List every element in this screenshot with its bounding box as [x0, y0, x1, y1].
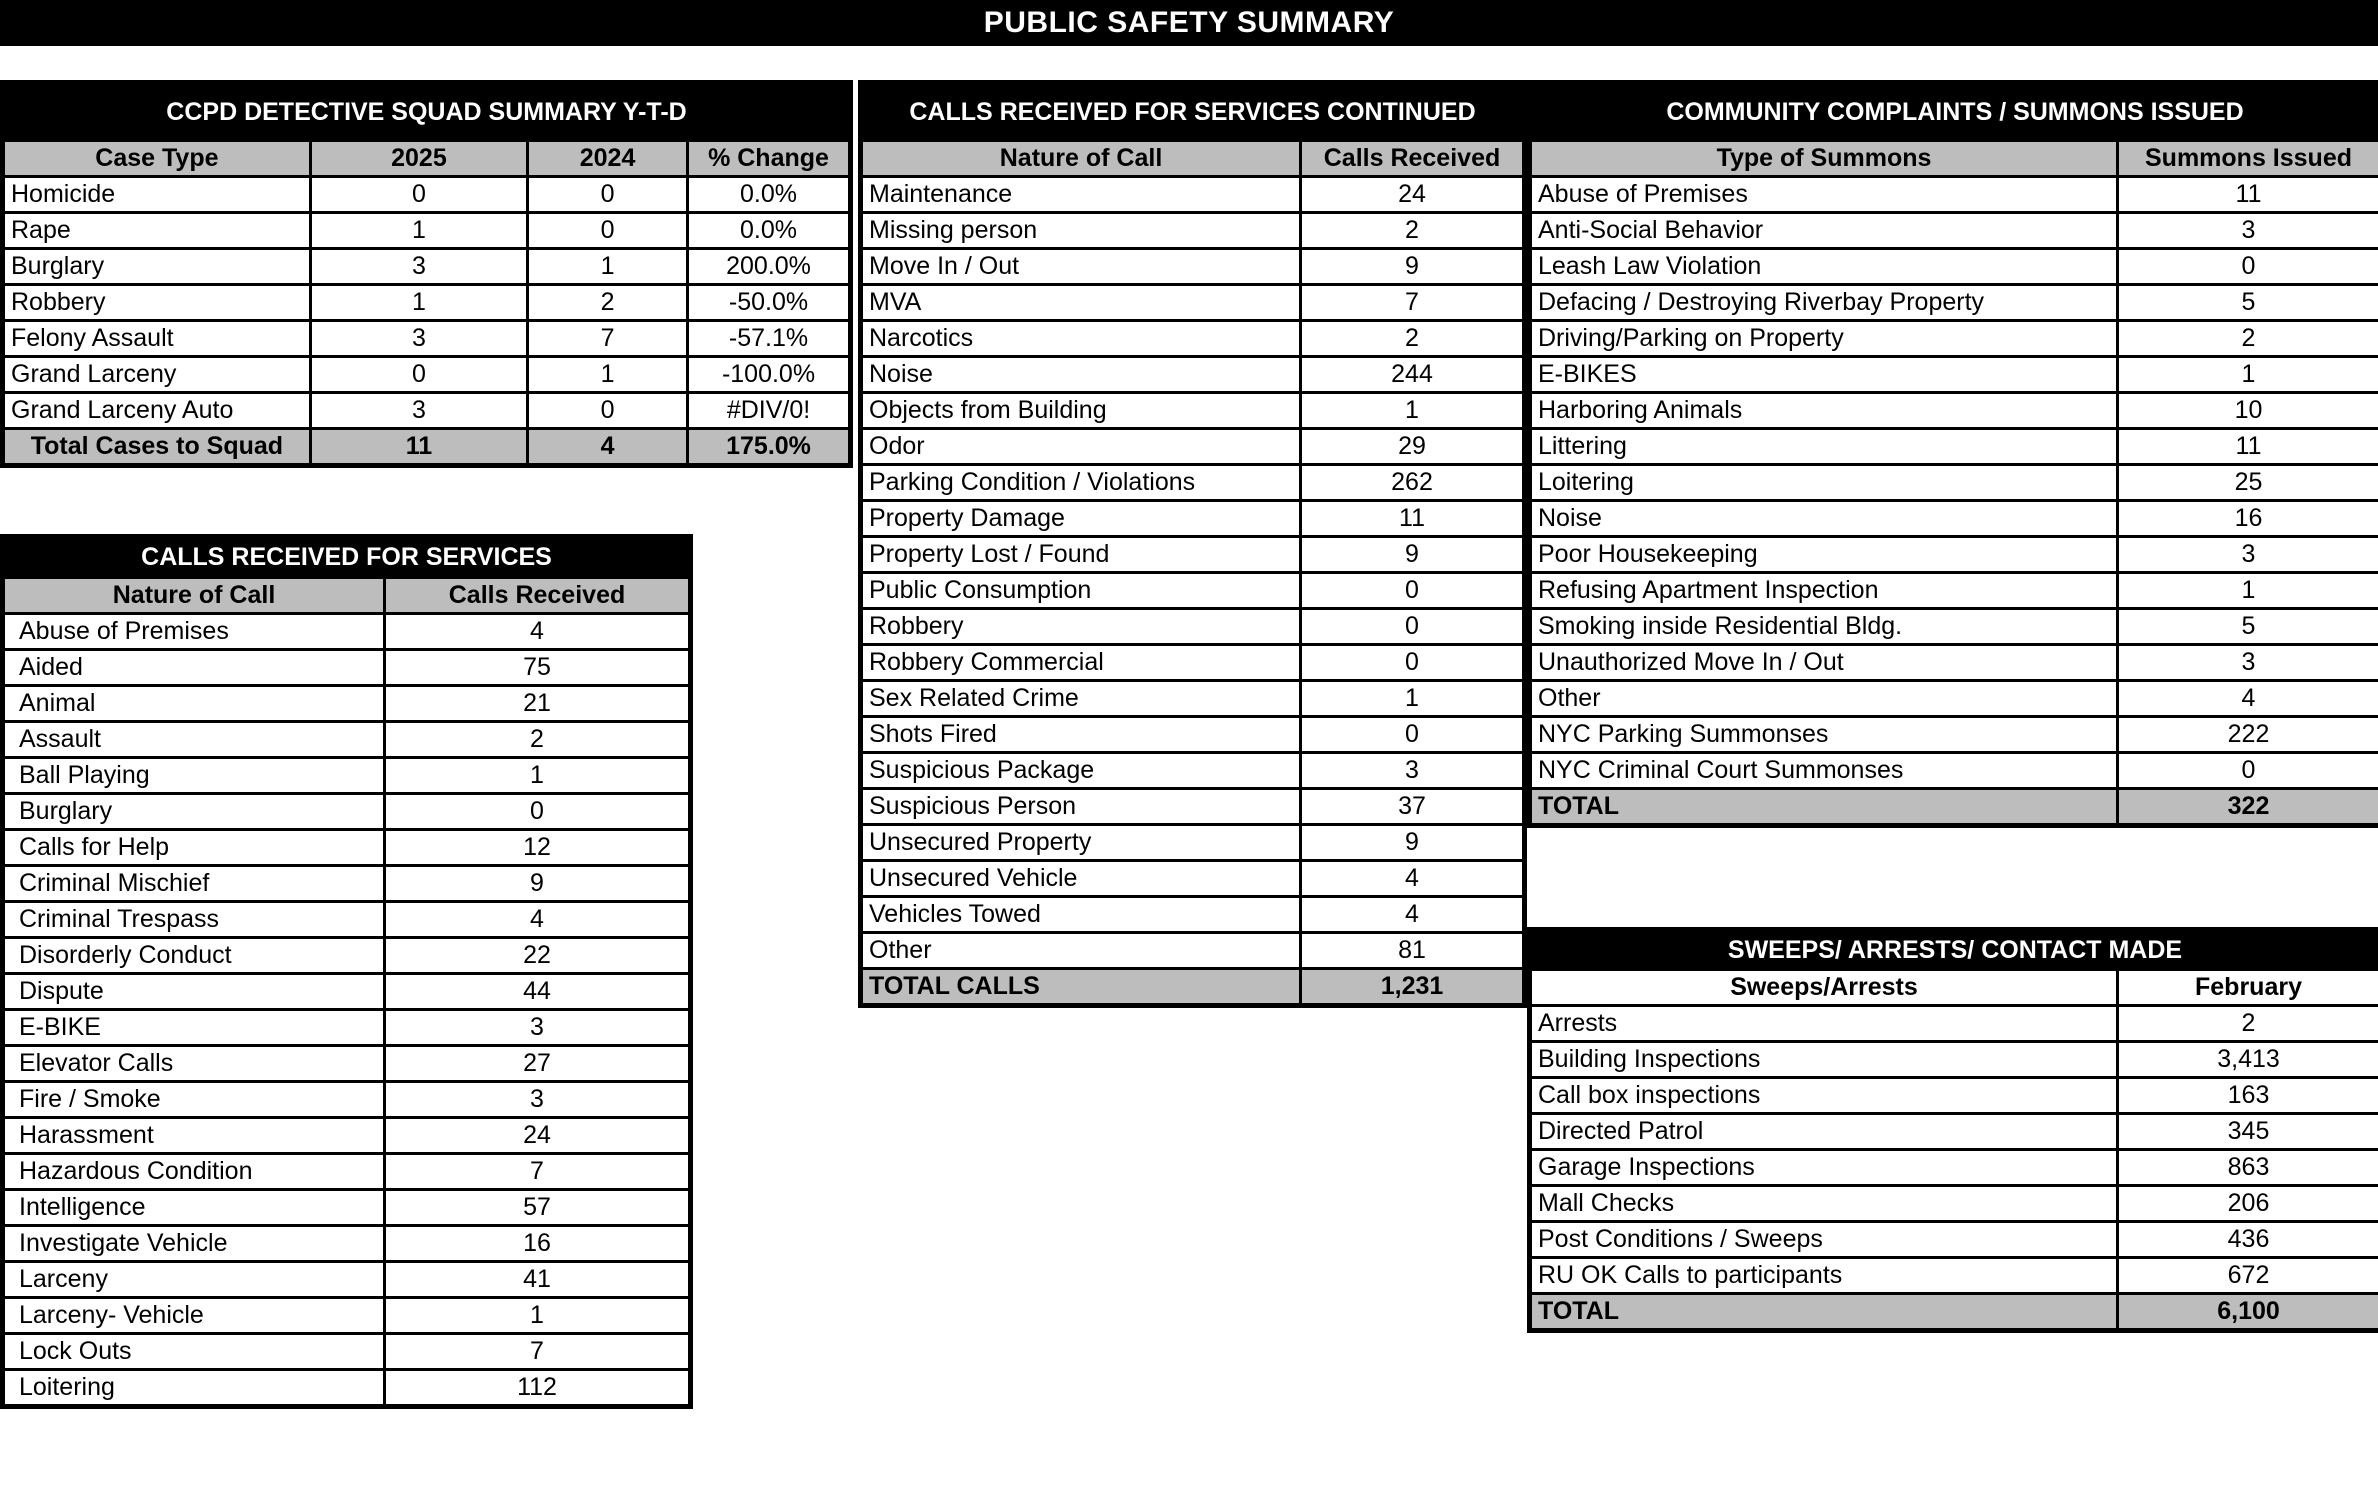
- row-label: Grand Larceny Auto: [3, 393, 311, 429]
- row-label: Narcotics: [861, 321, 1301, 357]
- table-row: [3, 938, 691, 974]
- row-label: Garage Inspections: [1530, 1150, 2118, 1186]
- cell-value: 0: [528, 213, 688, 249]
- row-label: Criminal Mischief: [3, 866, 385, 902]
- row-label: Robbery: [3, 285, 311, 321]
- cell-value: 0: [1301, 717, 1525, 753]
- header-row: [3, 578, 691, 614]
- detective-squad-table: [0, 80, 853, 468]
- column-header: Type of Summons: [1530, 141, 2118, 177]
- cell-value: 3: [1301, 753, 1525, 789]
- cell-value: -57.1%: [688, 321, 851, 357]
- summons-issued-table: [1527, 80, 2378, 828]
- cell-value: 244: [1301, 357, 1525, 393]
- cell-value: 4: [2118, 681, 2378, 717]
- cell-value: 4: [1301, 897, 1525, 933]
- table-row: [1530, 1222, 2378, 1258]
- table-title: COMMUNITY COMPLAINTS / SUMMONS ISSUED: [1530, 83, 2378, 141]
- table-row: [1530, 321, 2378, 357]
- cell-value: 24: [385, 1118, 691, 1154]
- cell-value: 0: [1301, 609, 1525, 645]
- total-label: TOTAL: [1530, 789, 2118, 826]
- table-row: [1530, 1078, 2378, 1114]
- table-row: [1530, 609, 2378, 645]
- cell-value: 112: [385, 1370, 691, 1407]
- header-row: [1530, 970, 2378, 1006]
- table-row: [3, 614, 691, 650]
- table-row: [3, 357, 851, 393]
- table-row: [3, 794, 691, 830]
- row-label: Public Consumption: [861, 573, 1301, 609]
- row-label: Rape: [3, 213, 311, 249]
- total-row: [3, 429, 851, 466]
- row-label: Directed Patrol: [1530, 1114, 2118, 1150]
- cell-value: 3: [310, 321, 527, 357]
- cell-value: 1: [2118, 573, 2378, 609]
- cell-value: 0: [1301, 645, 1525, 681]
- table-row: [861, 861, 1525, 897]
- column-header: Sweeps/Arrests: [1530, 970, 2118, 1006]
- cell-value: 11: [2118, 429, 2378, 465]
- table-row: [1530, 1042, 2378, 1078]
- cell-value: 1: [1301, 681, 1525, 717]
- row-label: Investigate Vehicle: [3, 1226, 385, 1262]
- cell-value: 29: [1301, 429, 1525, 465]
- total-label: TOTAL CALLS: [861, 969, 1301, 1006]
- row-label: Shots Fired: [861, 717, 1301, 753]
- table-row: [861, 393, 1525, 429]
- table-row: [1530, 573, 2378, 609]
- table-row: [1530, 177, 2378, 213]
- column-header: 2024: [528, 141, 688, 177]
- table-row: [861, 249, 1525, 285]
- cell-value: 2: [2118, 1006, 2378, 1042]
- cell-value: 25: [2118, 465, 2378, 501]
- row-label: MVA: [861, 285, 1301, 321]
- row-label: Aided: [3, 650, 385, 686]
- cell-value: 3: [2118, 213, 2378, 249]
- cell-value: 863: [2118, 1150, 2378, 1186]
- column-header: Nature of Call: [3, 578, 385, 614]
- table-row: [3, 285, 851, 321]
- cell-value: 0: [2118, 249, 2378, 285]
- calls-received-continued-table: [858, 80, 1527, 1008]
- table-row: [3, 1010, 691, 1046]
- cell-value: 0: [528, 393, 688, 429]
- table-row: [861, 429, 1525, 465]
- cell-value: 1: [1301, 393, 1525, 429]
- cell-value: 0: [385, 794, 691, 830]
- header-row: [1530, 141, 2378, 177]
- row-label: Fire / Smoke: [3, 1082, 385, 1118]
- row-label: Grand Larceny: [3, 357, 311, 393]
- table-row: [3, 686, 691, 722]
- table-row: [1530, 465, 2378, 501]
- table-row: [1530, 1186, 2378, 1222]
- table-row: [3, 830, 691, 866]
- table-title: CALLS RECEIVED FOR SERVICES: [3, 537, 691, 578]
- table-row: [861, 717, 1525, 753]
- row-label: Missing person: [861, 213, 1301, 249]
- table-row: [1530, 357, 2378, 393]
- row-label: Maintenance: [861, 177, 1301, 213]
- cell-value: 7: [385, 1334, 691, 1370]
- row-label: Abuse of Premises: [3, 614, 385, 650]
- table-row: [861, 321, 1525, 357]
- total-row: [1530, 1294, 2378, 1331]
- cell-value: 262: [1301, 465, 1525, 501]
- table-row: [861, 501, 1525, 537]
- table-row: [3, 974, 691, 1010]
- row-label: Parking Condition / Violations: [861, 465, 1301, 501]
- row-label: Smoking inside Residential Bldg.: [1530, 609, 2118, 645]
- row-label: Unsecured Vehicle: [861, 861, 1301, 897]
- table-row: [1530, 249, 2378, 285]
- table-row: [861, 573, 1525, 609]
- table-row: [1530, 1258, 2378, 1294]
- cell-value: 7: [1301, 285, 1525, 321]
- cell-value: 5: [2118, 285, 2378, 321]
- table-row: [1530, 537, 2378, 573]
- total-value: 4: [528, 429, 688, 466]
- row-label: Larceny- Vehicle: [3, 1298, 385, 1334]
- table-row: [861, 897, 1525, 933]
- row-label: Felony Assault: [3, 321, 311, 357]
- total-label: Total Cases to Squad: [3, 429, 311, 466]
- table-row: [861, 825, 1525, 861]
- cell-value: 3: [310, 249, 527, 285]
- table-row: [861, 789, 1525, 825]
- cell-value: 0: [310, 357, 527, 393]
- row-label: Robbery: [861, 609, 1301, 645]
- cell-value: 9: [1301, 537, 1525, 573]
- cell-value: 206: [2118, 1186, 2378, 1222]
- row-label: Objects from Building: [861, 393, 1301, 429]
- row-label: Burglary: [3, 794, 385, 830]
- cell-value: 75: [385, 650, 691, 686]
- row-label: Larceny: [3, 1262, 385, 1298]
- row-label: Littering: [1530, 429, 2118, 465]
- table-row: [861, 213, 1525, 249]
- row-label: Noise: [1530, 501, 2118, 537]
- cell-value: 1: [310, 213, 527, 249]
- table-row: [3, 1046, 691, 1082]
- table-row: [1530, 501, 2378, 537]
- table-row: [1530, 429, 2378, 465]
- table-row: [1530, 285, 2378, 321]
- row-label: Suspicious Package: [861, 753, 1301, 789]
- cell-value: -100.0%: [688, 357, 851, 393]
- table-title: CALLS RECEIVED FOR SERVICES CONTINUED: [861, 83, 1525, 141]
- table-row: [3, 213, 851, 249]
- table-row: [3, 1226, 691, 1262]
- total-value: 322: [2118, 789, 2378, 826]
- table-row: [1530, 645, 2378, 681]
- row-label: Harboring Animals: [1530, 393, 2118, 429]
- table-row: [861, 465, 1525, 501]
- cell-value: 22: [385, 938, 691, 974]
- cell-value: #DIV/0!: [688, 393, 851, 429]
- table-row: [861, 645, 1525, 681]
- row-label: Poor Housekeeping: [1530, 537, 2118, 573]
- cell-value: 12: [385, 830, 691, 866]
- table-row: [3, 1370, 691, 1407]
- total-value: 6,100: [2118, 1294, 2378, 1331]
- cell-value: 222: [2118, 717, 2378, 753]
- row-label: Ball Playing: [3, 758, 385, 794]
- cell-value: 41: [385, 1262, 691, 1298]
- cell-value: 163: [2118, 1078, 2378, 1114]
- cell-value: 1: [385, 1298, 691, 1334]
- cell-value: 10: [2118, 393, 2378, 429]
- row-label: Anti-Social Behavior: [1530, 213, 2118, 249]
- cell-value: 57: [385, 1190, 691, 1226]
- table-row: [861, 753, 1525, 789]
- row-label: Burglary: [3, 249, 311, 285]
- row-label: Intelligence: [3, 1190, 385, 1226]
- total-label: TOTAL: [1530, 1294, 2118, 1331]
- cell-value: 5: [2118, 609, 2378, 645]
- cell-value: 1: [385, 758, 691, 794]
- row-label: Arrests: [1530, 1006, 2118, 1042]
- row-label: Odor: [861, 429, 1301, 465]
- cell-value: 27: [385, 1046, 691, 1082]
- cell-value: 2: [385, 722, 691, 758]
- row-label: Dispute: [3, 974, 385, 1010]
- row-label: Criminal Trespass: [3, 902, 385, 938]
- row-label: Unauthorized Move In / Out: [1530, 645, 2118, 681]
- row-label: Refusing Apartment Inspection: [1530, 573, 2118, 609]
- row-label: Hazardous Condition: [3, 1154, 385, 1190]
- cell-value: 2: [1301, 213, 1525, 249]
- cell-value: 672: [2118, 1258, 2378, 1294]
- cell-value: 9: [1301, 249, 1525, 285]
- row-label: Driving/Parking on Property: [1530, 321, 2118, 357]
- row-label: Assault: [3, 722, 385, 758]
- row-label: Call box inspections: [1530, 1078, 2118, 1114]
- cell-value: 4: [385, 902, 691, 938]
- cell-value: 44: [385, 974, 691, 1010]
- cell-value: 0: [2118, 753, 2378, 789]
- table-row: [1530, 1114, 2378, 1150]
- column-header: February: [2118, 970, 2378, 1006]
- row-label: Building Inspections: [1530, 1042, 2118, 1078]
- table-row: [861, 681, 1525, 717]
- cell-value: 16: [2118, 501, 2378, 537]
- table-row: [3, 1154, 691, 1190]
- total-value: 11: [310, 429, 527, 466]
- table-row: [3, 1298, 691, 1334]
- cell-value: 4: [1301, 861, 1525, 897]
- row-label: Harassment: [3, 1118, 385, 1154]
- row-label: Calls for Help: [3, 830, 385, 866]
- cell-value: 345: [2118, 1114, 2378, 1150]
- row-label: Loitering: [1530, 465, 2118, 501]
- table-row: [861, 537, 1525, 573]
- row-label: Post Conditions / Sweeps: [1530, 1222, 2118, 1258]
- total-value: 175.0%: [688, 429, 851, 466]
- cell-value: 3: [385, 1010, 691, 1046]
- cell-value: 0.0%: [688, 177, 851, 213]
- row-label: Property Damage: [861, 501, 1301, 537]
- table-row: [3, 1334, 691, 1370]
- table-title: SWEEPS/ ARRESTS/ CONTACT MADE: [1530, 930, 2378, 970]
- cell-value: 1: [528, 249, 688, 285]
- cell-value: 9: [1301, 825, 1525, 861]
- table-row: [3, 321, 851, 357]
- table-row: [3, 758, 691, 794]
- row-label: Move In / Out: [861, 249, 1301, 285]
- cell-value: 7: [385, 1154, 691, 1190]
- table-row: [1530, 1006, 2378, 1042]
- cell-value: 7: [528, 321, 688, 357]
- row-label: Disorderly Conduct: [3, 938, 385, 974]
- cell-value: 24: [1301, 177, 1525, 213]
- table-row: [861, 609, 1525, 645]
- table-row: [3, 1262, 691, 1298]
- row-label: Robbery Commercial: [861, 645, 1301, 681]
- row-label: Leash Law Violation: [1530, 249, 2118, 285]
- table-row: [3, 1190, 691, 1226]
- row-label: RU OK Calls to participants: [1530, 1258, 2118, 1294]
- cell-value: 200.0%: [688, 249, 851, 285]
- column-header: Nature of Call: [861, 141, 1301, 177]
- row-label: Lock Outs: [3, 1334, 385, 1370]
- cell-value: 3: [2118, 645, 2378, 681]
- table-row: [3, 722, 691, 758]
- row-label: Other: [1530, 681, 2118, 717]
- row-label: Homicide: [3, 177, 311, 213]
- table-row: [3, 249, 851, 285]
- column-header: Calls Received: [385, 578, 691, 614]
- table-row: [1530, 213, 2378, 249]
- total-value: 1,231: [1301, 969, 1525, 1006]
- row-label: Unsecured Property: [861, 825, 1301, 861]
- row-label: Mall Checks: [1530, 1186, 2118, 1222]
- table-row: [861, 285, 1525, 321]
- cell-value: 4: [385, 614, 691, 650]
- row-label: Suspicious Person: [861, 789, 1301, 825]
- cell-value: 2: [528, 285, 688, 321]
- cell-value: 0: [1301, 573, 1525, 609]
- cell-value: 81: [1301, 933, 1525, 969]
- page-title: PUBLIC SAFETY SUMMARY: [0, 0, 2378, 46]
- row-label: NYC Parking Summonses: [1530, 717, 2118, 753]
- calls-received-table: [0, 534, 693, 1409]
- table-row: [1530, 681, 2378, 717]
- table-row: [3, 650, 691, 686]
- column-header: % Change: [688, 141, 851, 177]
- cell-value: 37: [1301, 789, 1525, 825]
- table-row: [3, 393, 851, 429]
- cell-value: 1: [528, 357, 688, 393]
- table-row: [861, 177, 1525, 213]
- cell-value: 3,413: [2118, 1042, 2378, 1078]
- cell-value: 2: [2118, 321, 2378, 357]
- column-header: Calls Received: [1301, 141, 1525, 177]
- table-row: [3, 177, 851, 213]
- total-row: [861, 969, 1525, 1006]
- table-row: [3, 1118, 691, 1154]
- row-label: Sex Related Crime: [861, 681, 1301, 717]
- cell-value: 0: [528, 177, 688, 213]
- cell-value: -50.0%: [688, 285, 851, 321]
- row-label: Vehicles Towed: [861, 897, 1301, 933]
- cell-value: 2: [1301, 321, 1525, 357]
- header-row: [861, 141, 1525, 177]
- table-row: [3, 902, 691, 938]
- column-header: Summons Issued: [2118, 141, 2378, 177]
- row-label: Other: [861, 933, 1301, 969]
- table-row: [3, 866, 691, 902]
- row-label: NYC Criminal Court Summonses: [1530, 753, 2118, 789]
- row-label: Elevator Calls: [3, 1046, 385, 1082]
- column-header: Case Type: [3, 141, 311, 177]
- total-row: [1530, 789, 2378, 826]
- row-label: Loitering: [3, 1370, 385, 1407]
- column-header: 2025: [310, 141, 527, 177]
- cell-value: 16: [385, 1226, 691, 1262]
- cell-value: 9: [385, 866, 691, 902]
- row-label: E-BIKES: [1530, 357, 2118, 393]
- table-row: [861, 357, 1525, 393]
- row-label: Defacing / Destroying Riverbay Property: [1530, 285, 2118, 321]
- cell-value: 436: [2118, 1222, 2378, 1258]
- row-label: Noise: [861, 357, 1301, 393]
- row-label: Animal: [3, 686, 385, 722]
- row-label: Abuse of Premises: [1530, 177, 2118, 213]
- cell-value: 11: [2118, 177, 2378, 213]
- table-row: [861, 933, 1525, 969]
- cell-value: 21: [385, 686, 691, 722]
- cell-value: 3: [385, 1082, 691, 1118]
- table-row: [3, 1082, 691, 1118]
- cell-value: 3: [2118, 537, 2378, 573]
- cell-value: 0: [310, 177, 527, 213]
- table-title: CCPD DETECTIVE SQUAD SUMMARY Y-T-D: [3, 83, 851, 141]
- table-row: [1530, 753, 2378, 789]
- table-row: [1530, 1150, 2378, 1186]
- header-row: [3, 141, 851, 177]
- row-label: Property Lost / Found: [861, 537, 1301, 573]
- table-row: [1530, 717, 2378, 753]
- sweeps-arrests-table: [1527, 927, 2378, 1333]
- cell-value: 0.0%: [688, 213, 851, 249]
- row-label: E-BIKE: [3, 1010, 385, 1046]
- cell-value: 1: [310, 285, 527, 321]
- cell-value: 1: [2118, 357, 2378, 393]
- cell-value: 3: [310, 393, 527, 429]
- table-row: [1530, 393, 2378, 429]
- cell-value: 11: [1301, 501, 1525, 537]
